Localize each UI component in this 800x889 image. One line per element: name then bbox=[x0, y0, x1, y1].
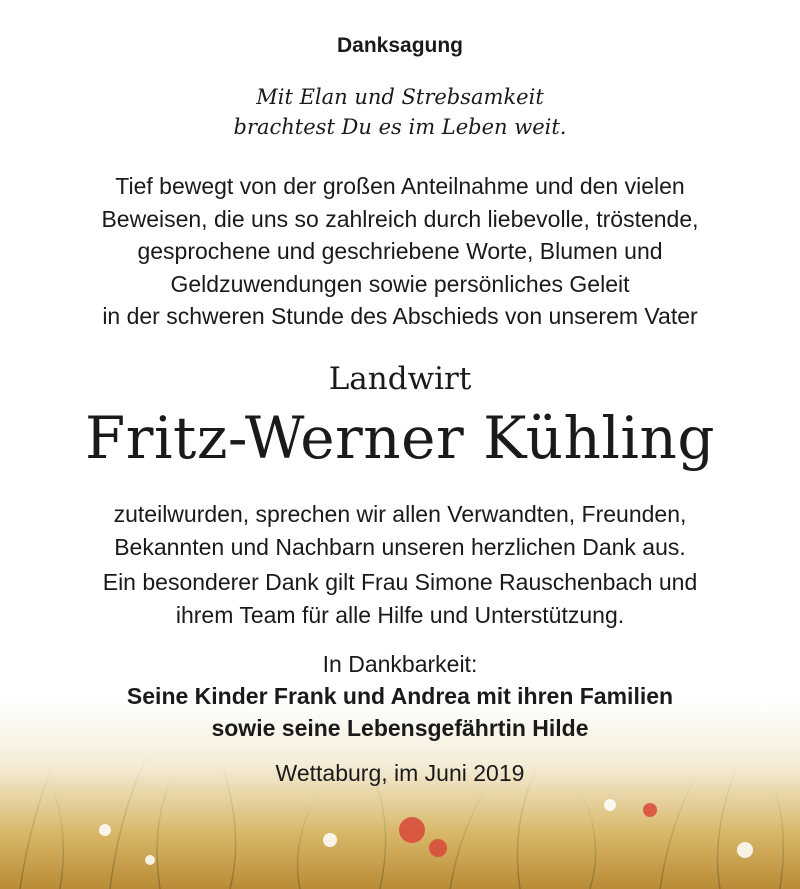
text-line: Beweisen, die uns so zahlreich durch liebevolle, tröstende, bbox=[101, 205, 699, 232]
gratitude-line bbox=[0, 648, 800, 681]
text-line: gesprochene und geschriebene Worte, Blumen und bbox=[137, 238, 663, 264]
signature-line: Seine Kinder Frank und Andrea mit ihren Familien bbox=[126, 683, 674, 709]
verse-line: Mit Elan und Strebsamkeit bbox=[256, 85, 544, 109]
notice-heading: Danksagung bbox=[336, 34, 464, 57]
signature-line: sowie seine Lebensgefährtin Hilde bbox=[211, 715, 589, 741]
gratitude-text: In Dankbarkeit: bbox=[322, 651, 478, 677]
text-line: Ein besonderer Dank gilt Frau Simone Rauschenbach und bbox=[102, 569, 698, 595]
text-line: Bekannten und Nachbarn unseren herzlichen Dank aus. bbox=[114, 533, 686, 560]
special-thanks-paragraph bbox=[0, 566, 800, 631]
text-line: Tief bewegt von der großen Anteilnahme und den vielen bbox=[115, 173, 685, 199]
memorial-verse bbox=[0, 82, 800, 142]
thanks-paragraph bbox=[0, 498, 800, 563]
text-line: zuteilwurden, sprechen wir allen Verwandten, Freunden, bbox=[113, 501, 687, 527]
deceased-name: Fritz-Werner Kühling bbox=[85, 404, 715, 472]
text-line: ihrem Team für alle Hilfe und Unterstützung. bbox=[175, 601, 625, 628]
verse-line: brachtest Du es im Leben weit. bbox=[233, 115, 567, 139]
deceased-occupation: Landwirt bbox=[328, 361, 472, 397]
place-and-date: Wettaburg, im Juni 2019 bbox=[275, 760, 525, 786]
text-line: Geldzuwendungen sowie persönliches Geleit bbox=[170, 270, 630, 297]
intro-paragraph bbox=[0, 170, 800, 333]
text-line: in der schweren Stunde des Abschieds von unserem Vater bbox=[102, 303, 698, 329]
family-signature bbox=[0, 680, 800, 744]
